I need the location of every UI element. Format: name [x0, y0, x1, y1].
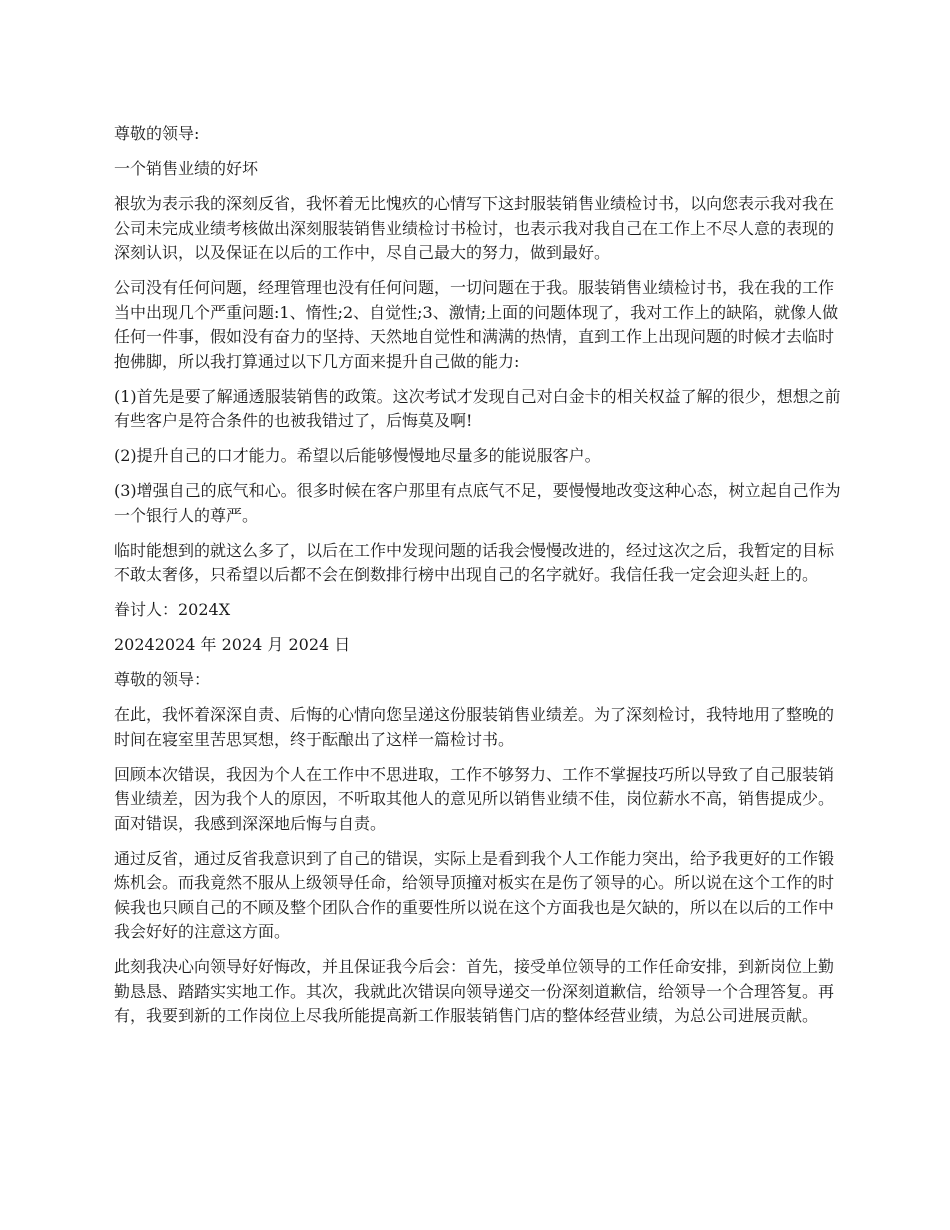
date-line: 20242024 年 2024 月 2024 日 — [114, 635, 351, 654]
body-paragraph: 公司没有任何问题，经理管理也没有任何问题，一切问题在于我。服装销售业绩检讨书，我在我的工作当中出现几个严重问题:1、惰性;2、自觉性;3、激情;上面的问题体现了，我对工作上的缺陷，就像人做任何一件事，假如没有奋力的坚持、天然地自觉性和满满的热情，直到工作上出现问题的时候才去临时抱佛脚，所以我打算通过以下几方面来提升自己做的能力: — [114, 278, 839, 371]
body-paragraph: 在此，我怀着深深自责、后悔的心情向您呈递这份服装销售业绩差。为了深刻检讨，我特地用了整晚的时间在寝室里苦思冥想，终于酝酿出了这样一篇检讨书。 — [114, 705, 835, 749]
list-item: (2)提升自己的口才能力。希望以后能够慢慢地尽量多的能说服客户。 — [114, 446, 601, 465]
salutation: 尊敬的领导: — [114, 124, 200, 143]
body-paragraph: 临时能想到的就这么多了，以后在工作中发现问题的话我会慢慢改进的，经过这次之后，我暂定的目标不敢太奢侈，只希望以后都不会在倒数排行榜中出现自己的名字就好。我信任我一定会迎头赶上的。 — [114, 540, 835, 584]
list-item: (1)首先是要了解通透服装销售的政策。这次考试才发现自己对白金卡的相关权益了解的很少，想想之前有些客户是符合条件的也被我错过了，后悔莫及啊! — [114, 386, 841, 430]
list-item: (3)增强自己的底气和心。很多时候在客户那里有点底气不足，要慢慢地改变这种心态，树立起自己作为一个银行人的尊严。 — [114, 481, 841, 525]
document-body — [114, 122, 842, 1039]
body-paragraph: 回顾本次错误，我因为个人在工作中不思进取，工作不够努力、工作不掌握技巧所以导致了自己服装销售业绩差，因为我个人的原因，不听取其他人的意见所以销售业绩不佳，岗位薪水不高，销售提成少。面对错误，我感到深深地后悔与自责。 — [114, 764, 835, 833]
body-paragraph: 通过反省，通过反省我意识到了自己的错误，实际上是看到我个人工作能力突出，给予我更好的工作锻炼机会。而我竟然不服从上级领导任命，给领导顶撞对板实在是伤了领导的心。所以说在这个工作的时候我也只顾自己的不顾及整个团队合作的重要性所以说在这个方面我也是欠缺的，所以在以后的工作中我会好好的注意这方面。 — [114, 848, 835, 941]
body-paragraph: 裉欤为表示我的深刻反省，我怀着无比愧疚的心情写下这封服装销售业绩检讨书，以向您表示我对我在公司未完成业绩考核做出深刻服装销售业绩检讨书检讨，也表示我对我自己在工作上不尽人意的表现的深刻认识，以及保证在以后的工作中，尽自己最大的努力，做到最好。 — [114, 194, 835, 262]
salutation: 尊敬的领导： — [114, 670, 211, 689]
signature-line: 眷讨人：2024X — [114, 600, 231, 619]
subject-line: 一个销售业绩的好坏 — [114, 159, 259, 178]
body-paragraph: 此刻我决心向领导好好悔改，并且保证我今后会：首先，接受单位领导的工作任命安排，到新岗位上勤勤恳恳、踏踏实实地工作。其次，我就此次错误向领导递交一份深刻道歉信，给领导一个合理答复。再有，我要到新的工作岗位上尽我所能提高新工作服装销售门店的整体经营业绩，为总公司进展贡献。 — [114, 957, 835, 1025]
